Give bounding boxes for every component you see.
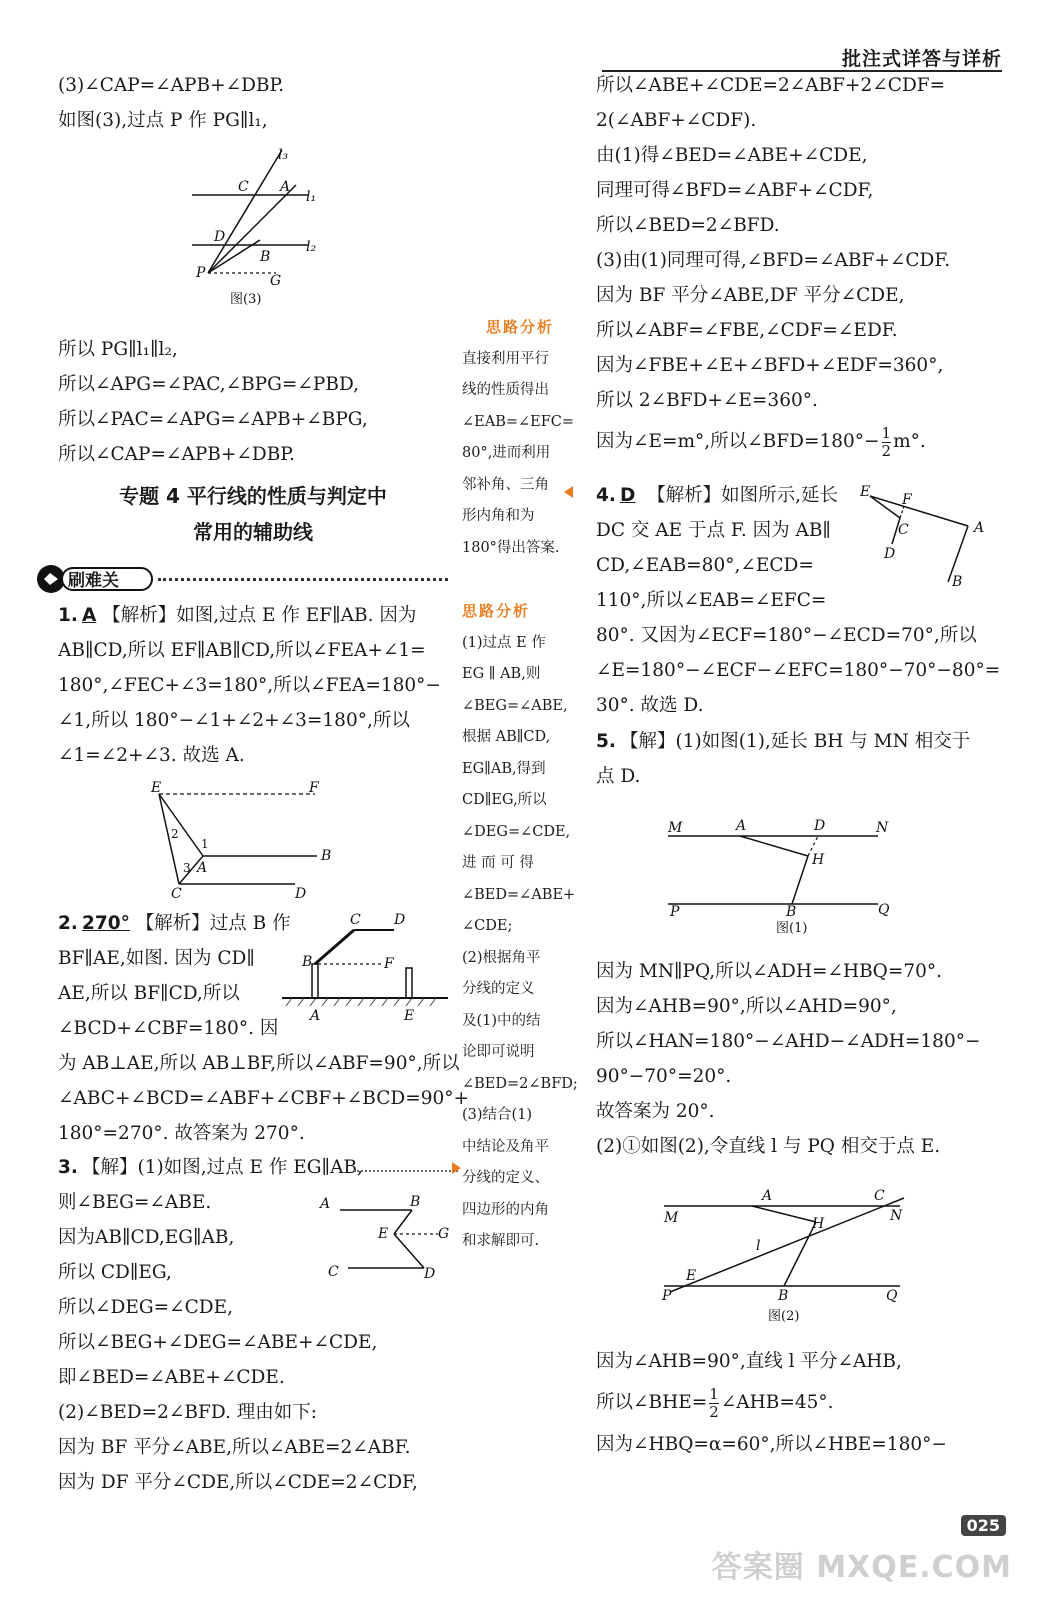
sidebar1-line: 邻补角、三角 [462, 476, 549, 493]
text-line: (2)①如图(2),令直线 l 与 PQ 相交于点 E. [596, 1136, 941, 1157]
text-line: 因为 MN∥PQ,所以∠ADH=∠HBQ=70°. [596, 961, 943, 982]
fq1-label-c: C [171, 886, 182, 902]
figure-3 [190, 145, 330, 315]
text-line: 由(1)得∠BED=∠ABE+∠CDE, [596, 145, 868, 166]
q3-leader-dots [354, 1170, 458, 1172]
text-line: 180°=270°. 故答案为 270°. [58, 1123, 305, 1144]
text-line: DC 交 AE 于点 F. 因为 AB∥ [596, 520, 831, 541]
text-line: 所以 CD∥EG, [58, 1262, 172, 1283]
q4-number: 4. [596, 485, 616, 506]
text-line: 110°,所以∠EAB=∠EFC= [596, 590, 827, 611]
text-line: ∠1,所以 180°−∠1+∠2+∠3=180°,所以 [58, 710, 410, 731]
sidebar2-line: EG ∥ AB,则 [462, 666, 541, 682]
q5-number: 5. [596, 731, 616, 752]
topic-heading [58, 478, 448, 550]
fq1-angle-3: 3 [183, 861, 191, 875]
topic-line-2: 常用的辅助线 [193, 520, 313, 544]
text-line: BF∥AE,如图. 因为 CD∥ [58, 948, 255, 969]
fq51-label-p: P [670, 904, 680, 920]
q5-part1 [596, 954, 1006, 1164]
text-line: 因为AB∥CD,EG∥AB, [58, 1227, 235, 1248]
sidebar2-line: ∠CDE; [462, 918, 513, 934]
q3-number: 3. [58, 1157, 78, 1178]
sidebar2-line: 和求解即可. [462, 1233, 540, 1249]
figure-q4 [856, 482, 996, 592]
sidebar-analysis-2 [462, 596, 578, 1258]
text-line: 则∠BEG=∠ABE. [58, 1192, 212, 1213]
text-line: m°. [893, 431, 926, 452]
fq3-label-c: C [328, 1264, 339, 1280]
fig3-label-p: P [196, 265, 206, 281]
q4-answer: D [620, 485, 636, 506]
fraction-denominator: 2 [881, 441, 892, 460]
fraction-half [882, 425, 892, 460]
sidebar2-line: (3)结合(1) [462, 1107, 533, 1123]
fq52-label-n: N [890, 1208, 903, 1224]
text-line: 因为 BF 平分∠ABE,所以∠ABE=2∠ABF. [58, 1437, 411, 1458]
fq51-label-a: A [736, 818, 747, 834]
q1-answer: A [82, 605, 97, 626]
fq2-label-b: B [302, 954, 313, 970]
right-column-top [596, 68, 1006, 466]
sidebar1-line: 线的性质得出 [462, 382, 549, 398]
fq51-label-d: D [814, 818, 826, 834]
fq52-caption: 图(2) [768, 1309, 800, 1324]
q4-tag: 【解析】 [647, 485, 722, 506]
fq2-label-f: F [384, 956, 394, 972]
fq2-label-d: D [394, 912, 406, 928]
text-line: 因为 DF 平分∠CDE,所以∠CDE=2∠CDF, [58, 1472, 418, 1493]
fq1-angle-2: 2 [171, 827, 179, 841]
text-line: CD,∠EAB=80°,∠ECD= [596, 555, 814, 576]
sidebar2-line: 中结论及角平 [462, 1138, 549, 1155]
sidebar2-line: ∠BEG=∠ABE, [462, 697, 568, 714]
fq51-label-b: B [786, 904, 797, 920]
fq1-label-f: F [309, 780, 319, 796]
text-line: 所以∠HAN=180°−∠AHD−∠ADH=180°− [596, 1031, 981, 1052]
fq3-label-g: G [438, 1226, 450, 1242]
arrow-icon [564, 486, 573, 498]
text-line: ∠E=180°−∠ECF−∠EFC=180°−70°−80°= [596, 660, 1001, 681]
fq4-label-f: F [902, 492, 912, 508]
sidebar2-line: EG∥AB,得到 [462, 760, 546, 777]
fig3-label-g: G [270, 273, 282, 289]
topic-line-1: 专题 4 平行线的性质与判定中 [119, 484, 387, 508]
fq51-label-n: N [876, 820, 889, 836]
text-line: 因为∠HBQ=α=60°,所以∠HBE=180°− [596, 1434, 947, 1455]
figure-q1 [145, 780, 345, 900]
text-line: 为 AB⊥AE,所以 AB⊥BF,所以∠ABF=90°,所以 [58, 1053, 460, 1074]
text-line: 80°. 又因为∠ECF=180°−∠ECD=70°,所以 [596, 625, 977, 646]
fig3-label-c: C [238, 179, 249, 195]
text-line: 2(∠ABF+∠CDF). [596, 110, 757, 131]
sidebar1-line: ∠EAB=∠EFC= [462, 413, 575, 430]
q2-answer: 270° [82, 913, 130, 934]
sidebar2-line: 及(1)中的结 [462, 1012, 541, 1029]
left-column-top [58, 68, 448, 138]
text-line: 30°. 故选 D. [596, 695, 704, 716]
sidebar2-line: (2)根据角平 [462, 949, 541, 966]
fq52-label-l: l [756, 1238, 761, 1254]
sidebar2-line: ∠BED=∠ABE+ [462, 886, 576, 903]
fq51-label-h: H [812, 852, 825, 868]
figure-q5-2 [660, 1182, 920, 1332]
text-line: 即∠BED=∠ABE+∠CDE. [58, 1367, 285, 1388]
sidebar2-line: 进 而 可 得 [462, 855, 534, 871]
figure-q5-1 [668, 812, 898, 942]
text-line: 所以∠CAP=∠APB+∠DBP. [58, 444, 295, 465]
fq4-label-b: B [952, 574, 963, 590]
fq3-label-e: E [378, 1226, 389, 1242]
text-line: 所以 PG∥l₁∥l₂, [58, 339, 178, 360]
text-line: 如图,过点 E 作 EF∥AB. 因为 [176, 605, 417, 626]
fq1-angle-1: 1 [201, 837, 209, 851]
sidebar1-title: 思路分析 [486, 318, 555, 336]
sidebar1-line: 形内角和为 [462, 508, 535, 524]
q2-number: 2. [58, 913, 78, 934]
page-number: 025 [961, 1515, 1006, 1536]
text-line: 因为∠FBE+∠E+∠BFD+∠EDF=360°, [596, 355, 944, 376]
q3-tag: 【解】 [82, 1157, 138, 1178]
sidebar1-line: 直接利用平行 [462, 350, 549, 367]
question-1 [58, 598, 453, 773]
badge-dotted-rule [158, 578, 448, 581]
text-line: 如图所示,延长 [721, 485, 839, 506]
text-line: 点 D. [596, 766, 641, 787]
fraction-numerator: 1 [709, 1384, 719, 1403]
text-line: 所以∠APG=∠PAC,∠BPG=∠PBD, [58, 374, 359, 395]
fq4-label-c: C [898, 522, 909, 538]
fraction-denominator: 2 [709, 1402, 719, 1421]
watermark: 答案圈 MXQE.COM [711, 1550, 1012, 1585]
text-line: (3)∠CAP=∠APB+∠DBP. [58, 75, 285, 96]
text-line: 所以∠ABF=∠FBE,∠CDF=∠EDF. [596, 320, 898, 341]
fq1-label-b: B [321, 848, 332, 864]
figure-q3 [318, 1190, 458, 1290]
text-line: ∠ABC+∠BCD=∠ABF+∠CBF+∠BCD=90°+ [58, 1088, 469, 1109]
q1-tag: 【解析】 [102, 605, 177, 626]
fq4-label-a: A [974, 520, 985, 536]
sidebar2-line: 分线的定义、 [462, 1170, 549, 1186]
text-line: 所以∠ABE+∠CDE=2∠ABF+2∠CDF= [596, 75, 946, 96]
text-line: 90°−70°=20°. [596, 1066, 732, 1087]
fq2-label-a: A [310, 1008, 321, 1024]
fq51-label-q: Q [878, 902, 890, 918]
sidebar1-line: 180°得出答案. [462, 539, 560, 556]
fq4-label-d: D [884, 546, 896, 562]
text-line: 因为∠AHB=90°,所以∠AHD=90°, [596, 996, 897, 1017]
left-column-proof3 [58, 332, 448, 472]
text-line: 因为 BF 平分∠ABE,DF 平分∠CDE, [596, 285, 905, 306]
fq1-label-d: D [295, 886, 307, 902]
fq3-label-a: A [320, 1196, 331, 1212]
sidebar2-line: 根据 AB∥CD, [462, 729, 551, 745]
fq52-label-p: P [662, 1288, 672, 1304]
fig3-label-l1: l₁ [306, 189, 317, 205]
text-line: 故答案为 20°. [596, 1101, 715, 1122]
sidebar2-line: 分线的定义 [462, 981, 535, 997]
fq52-label-c: C [874, 1188, 885, 1204]
sidebar1-line: 80°,进而利用 [462, 445, 551, 461]
text-line: 过点 B 作 [209, 913, 291, 934]
text-line: ∠AHB=45°. [720, 1392, 834, 1413]
text-line: 180°,∠FEC+∠3=180°,所以∠FEA=180°− [58, 675, 441, 696]
fraction-half [709, 1386, 719, 1421]
text-line: 如图(3),过点 P 作 PG∥l₁, [58, 110, 268, 131]
fq2-label-e: E [404, 1008, 415, 1024]
text-line: ∠BCD+∠CBF=180°. 因 [58, 1018, 279, 1039]
text-line: 因为∠AHB=90°,直线 l 平分∠AHB, [596, 1351, 902, 1372]
text-line: 所以∠BHE= [596, 1392, 708, 1413]
fq51-label-m: M [668, 820, 683, 836]
header-title: 批注式详答与详析 [841, 48, 1002, 70]
fq52-label-q: Q [886, 1288, 898, 1304]
text-line: 同理可得∠BFD=∠ABF+∠CDF, [596, 180, 874, 201]
sidebar2-line: 论即可说明 [462, 1044, 535, 1060]
q1-number: 1. [58, 605, 78, 626]
arrow-icon [452, 1162, 461, 1174]
fig3-caption: 图(3) [230, 292, 262, 307]
text-line: (2)∠BED=2∠BFD. 理由如下: [58, 1402, 318, 1423]
fq3-label-b: B [410, 1194, 421, 1210]
text-line: 所以∠BED=2∠BFD. [596, 215, 780, 236]
sidebar2-line: ∠DEG=∠CDE, [462, 823, 571, 840]
fq52-label-m: M [664, 1210, 679, 1226]
fig3-label-l3: l₃ [278, 147, 289, 163]
q2-tag: 【解析】 [135, 913, 210, 934]
fraction-numerator: 1 [881, 423, 892, 442]
fq3-label-d: D [424, 1266, 436, 1282]
fig3-label-b: B [260, 249, 271, 265]
fq1-label-a: A [197, 860, 208, 876]
text-line: (1)如图(1),延长 BH 与 MN 相交于 [675, 731, 971, 752]
badge-label: 刷难关 [68, 571, 119, 591]
fq4-label-e: E [860, 484, 871, 500]
fq52-label-b: B [778, 1288, 789, 1304]
sidebar2-line: ∠BED=2∠BFD; [462, 1075, 578, 1092]
sidebar2-line: (1)过点 E 作 [462, 634, 546, 651]
text-line: (3)由(1)同理可得,∠BFD=∠ABF+∠CDF. [596, 250, 951, 271]
text-line: 所以∠BEG+∠DEG=∠ABE+∠CDE, [58, 1332, 378, 1353]
figure-q2 [282, 906, 452, 1026]
text-line: (1)如图,过点 E 作 EG∥AB, [137, 1157, 363, 1178]
text-line: 所以 2∠BFD+∠E=360°. [596, 390, 818, 411]
fig3-label-a: A [280, 179, 291, 195]
fq2-label-c: C [350, 912, 361, 928]
text-line: 所以∠DEG=∠CDE, [58, 1297, 233, 1318]
text-line: 所以∠PAC=∠APG=∠APB+∠BPG, [58, 409, 368, 430]
text-line: ∠1=∠2+∠3. 故选 A. [58, 745, 245, 766]
sidebar2-title: 思路分析 [462, 602, 531, 620]
fq1-label-e: E [151, 780, 162, 796]
fig3-label-d: D [214, 229, 226, 245]
question-5 [596, 724, 1006, 794]
text-line: 因为∠E=m°,所以∠BFD=180°− [596, 431, 880, 452]
text-line: AB∥CD,所以 EF∥AB∥CD,所以∠FEA+∠1= [58, 640, 426, 661]
sidebar2-line: CD∥EG,所以 [462, 792, 547, 808]
sidebar-analysis-1 [462, 312, 575, 564]
sidebar2-line: 四边形的内角 [462, 1201, 549, 1218]
fig3-label-l2: l₂ [306, 239, 317, 255]
q5-part2 [596, 1344, 1006, 1462]
fq52-label-e: E [686, 1268, 697, 1284]
fq52-label-a: A [762, 1188, 773, 1204]
fq52-label-h: H [812, 1216, 825, 1232]
fq51-caption: 图(1) [776, 921, 808, 936]
text-line: AE,所以 BF∥CD,所以 [58, 983, 240, 1004]
q5-tag: 【解】 [620, 731, 676, 752]
